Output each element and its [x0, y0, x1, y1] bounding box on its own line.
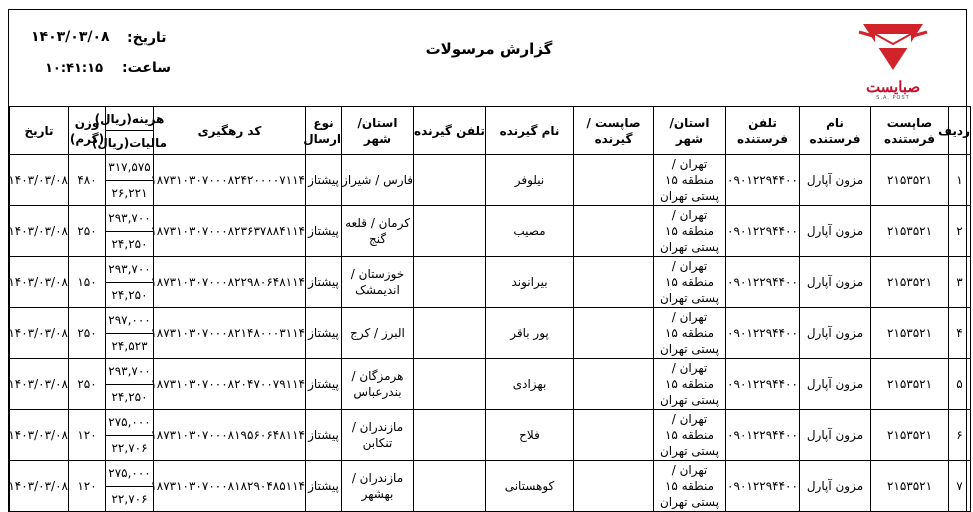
- sender-phone: ۰۹۰۱۲۲۹۴۴۰۰: [726, 461, 800, 512]
- tracking-code: ۱۸۷۳۱۰۳۰۷۰۰۰۸۲۳۶۳۷۸۸۴۱۱۴: [154, 206, 306, 257]
- date: ۱۴۰۳/۰۳/۰۸: [10, 206, 69, 257]
- row-number: ۱: [949, 155, 971, 206]
- logo-text: صبایست: [865, 78, 921, 96]
- date: ۱۴۰۳/۰۳/۰۸: [10, 461, 69, 512]
- sender-address: تهران / منطقه ۱۵ پستی تهران: [654, 359, 726, 410]
- col-cost-tax: [91, 107, 168, 155]
- receiver-name: بیرانوند: [486, 257, 574, 308]
- cost-tax-cell: [106, 359, 154, 410]
- sender-name: مزون آپارل: [800, 206, 871, 257]
- cost-value: ۲۹۳,۷۰۰: [106, 257, 153, 283]
- tax-value: ۲۴,۲۵۰: [111, 389, 148, 404]
- tracking-code: ۱۸۷۳۱۰۳۰۷۰۰۰۸۱۹۵۶۰۶۴۸۱۱۴: [154, 410, 306, 461]
- weight: ۱۲۰: [69, 410, 106, 461]
- col-receiver-province: استان/ شهر: [342, 107, 414, 155]
- cost-value: ۲۹۳,۷۰۰: [106, 206, 153, 232]
- receiver-phone: [414, 155, 486, 206]
- cost-value: ۳۱۷,۵۷۵: [106, 155, 153, 181]
- sender-name: مزون آپارل: [800, 359, 871, 410]
- col-row: ردیف: [949, 107, 971, 155]
- sender-address: تهران / منطقه ۱۵ پستی تهران: [654, 257, 726, 308]
- sender-name: مزون آپارل: [800, 257, 871, 308]
- tax-value: ۲۴,۵۲۳: [111, 338, 148, 353]
- receiver-phone: [414, 257, 486, 308]
- receiver-address: مازندران / بهشهر: [342, 461, 414, 512]
- col-tracking: کد رهگیری: [154, 107, 306, 155]
- sender-address: تهران / منطقه ۱۵ پستی تهران: [654, 410, 726, 461]
- table-row: [10, 461, 971, 512]
- tax-value: ۲۲,۷۰۶: [111, 440, 148, 455]
- row-number: ۷: [949, 461, 971, 512]
- cost-value: ۲۹۷,۰۰۰: [106, 308, 153, 334]
- date-label: تاریخ:: [127, 30, 167, 46]
- col-weight: وزن (گرم): [69, 107, 106, 155]
- send-type: پیشتاز: [306, 410, 342, 461]
- cost-tax-cell: [106, 257, 154, 308]
- receiver-name: مصیب: [486, 206, 574, 257]
- receiver-code: [574, 257, 654, 308]
- sender-code: ۲۱۵۳۵۲۱: [871, 257, 949, 308]
- sender-phone: ۰۹۰۱۲۲۹۴۴۰۰: [726, 257, 800, 308]
- receiver-code: [574, 410, 654, 461]
- table-row: [10, 410, 971, 461]
- send-type: پیشتاز: [306, 359, 342, 410]
- table-row: [10, 257, 971, 308]
- cost-tax-cell: [106, 206, 154, 257]
- weight: ۱۲۰: [69, 461, 106, 512]
- receiver-phone: [414, 359, 486, 410]
- send-type: پیشتاز: [306, 461, 342, 512]
- tracking-code: ۱۸۷۳۱۰۳۰۷۰۰۰۸۲۰۴۷۰۰۷۹۱۱۴: [154, 359, 306, 410]
- col-receiver-phone: تلفن گیرنده: [414, 107, 486, 155]
- col-sender-code: صاپست فرستنده: [871, 107, 949, 155]
- receiver-address: مازندران / تنکابن: [342, 410, 414, 461]
- col-tax: مالیات(ریال): [91, 135, 168, 150]
- date: ۱۴۰۳/۰۳/۰۸: [10, 308, 69, 359]
- sender-code: ۲۱۵۳۵۲۱: [871, 461, 949, 512]
- receiver-code: [574, 155, 654, 206]
- weight: ۴۸۰: [69, 155, 106, 206]
- date: ۱۴۰۳/۰۳/۰۸: [10, 257, 69, 308]
- logo-subtext: S.A. POST: [876, 95, 910, 101]
- weight: ۲۵۰: [69, 359, 106, 410]
- sender-address: تهران / منطقه ۱۵ پستی تهران: [654, 308, 726, 359]
- receiver-phone: [414, 461, 486, 512]
- shipments-table: [9, 106, 971, 512]
- receiver-phone: [414, 206, 486, 257]
- table-row: [10, 155, 971, 206]
- sender-address: تهران / منطقه ۱۵ پستی تهران: [654, 206, 726, 257]
- sender-name: مزون آپارل: [800, 410, 871, 461]
- col-sender-province: استان/ شهر: [654, 107, 726, 155]
- col-receiver-code: صاپست / گیرنده: [574, 107, 654, 155]
- time-value: ۱۰:۴۱:۱۵: [45, 61, 104, 76]
- date-value: ۱۴۰۳/۰۳/۰۸: [31, 29, 110, 45]
- table-row: [10, 308, 971, 359]
- receiver-code: [574, 359, 654, 410]
- sender-code: ۲۱۵۳۵۲۱: [871, 410, 949, 461]
- tax-value: ۲۴,۲۵۰: [111, 287, 148, 302]
- receiver-code: [574, 206, 654, 257]
- send-type: پیشتاز: [306, 206, 342, 257]
- report-header: [9, 10, 966, 107]
- sender-name: مزون آپارل: [800, 308, 871, 359]
- date: ۱۴۰۳/۰۳/۰۸: [10, 359, 69, 410]
- row-number: ۴: [949, 308, 971, 359]
- receiver-address: هرمزگان / بندرعباس: [342, 359, 414, 410]
- col-send-type: نوع ارسال: [306, 107, 342, 155]
- send-type: پیشتاز: [306, 257, 342, 308]
- sender-phone: ۰۹۰۱۲۲۹۴۴۰۰: [726, 410, 800, 461]
- tracking-code: ۱۸۷۳۱۰۳۰۷۰۰۰۸۲۱۴۸۰۰۰۳۱۱۴: [154, 308, 306, 359]
- receiver-code: [574, 308, 654, 359]
- sender-code: ۲۱۵۳۵۲۱: [871, 308, 949, 359]
- row-number: ۵: [949, 359, 971, 410]
- cost-tax-cell: [106, 155, 154, 206]
- tracking-code: ۱۸۷۳۱۰۳۰۷۰۰۰۸۲۲۹۸۰۶۴۸۱۱۴: [154, 257, 306, 308]
- col-cost: هزینه(ریال): [106, 107, 153, 131]
- sender-code: ۲۱۵۳۵۲۱: [871, 206, 949, 257]
- date: ۱۴۰۳/۰۳/۰۸: [10, 410, 69, 461]
- page-title: گزارش مرسولات: [425, 40, 553, 58]
- send-type: پیشتاز: [306, 155, 342, 206]
- col-sender-phone: تلفن فرستنده: [726, 107, 800, 155]
- sender-name: مزون آپارل: [800, 155, 871, 206]
- cost-value: ۲۷۵,۰۰۰: [106, 410, 153, 436]
- sender-phone: ۰۹۰۱۲۲۹۴۴۰۰: [726, 359, 800, 410]
- sender-code: ۲۱۵۳۵۲۱: [871, 155, 949, 206]
- sender-address: تهران / منطقه ۱۵ پستی تهران: [654, 461, 726, 512]
- col-date: تاریخ: [10, 107, 69, 155]
- receiver-name: بهزادی: [486, 359, 574, 410]
- cost-tax-cell: [106, 461, 154, 512]
- date: ۱۴۰۳/۰۳/۰۸: [10, 155, 69, 206]
- sender-phone: ۰۹۰۱۲۲۹۴۴۰۰: [726, 206, 800, 257]
- weight: ۲۵۰: [69, 308, 106, 359]
- receiver-name: نیلوفر: [486, 155, 574, 206]
- sender-phone: ۰۹۰۱۲۲۹۴۴۰۰: [726, 308, 800, 359]
- receiver-address: فارس / شیراز: [342, 155, 414, 206]
- receiver-address: خوزستان / اندیمشک: [342, 257, 414, 308]
- row-number: ۳: [949, 257, 971, 308]
- table-header-row: [10, 107, 971, 155]
- sender-code: ۲۱۵۳۵۲۱: [871, 359, 949, 410]
- tracking-code: ۱۸۷۳۱۰۳۰۷۰۰۰۸۱۸۲۹۰۴۸۵۱۱۴: [154, 461, 306, 512]
- receiver-phone: [414, 308, 486, 359]
- col-receiver-name: نام گیرنده: [486, 107, 574, 155]
- tax-value: ۲۴,۲۵۰: [111, 236, 148, 251]
- receiver-address: کرمان / قلعه گنج: [342, 206, 414, 257]
- sender-name: مزون آپارل: [800, 461, 871, 512]
- sender-phone: ۰۹۰۱۲۲۹۴۴۰۰: [726, 155, 800, 206]
- table-row: [10, 206, 971, 257]
- tax-value: ۲۲,۷۰۶: [111, 491, 148, 506]
- cost-value: ۲۷۵,۰۰۰: [106, 461, 153, 487]
- receiver-address: البرز / کرج: [342, 308, 414, 359]
- row-number: ۶: [949, 410, 971, 461]
- send-type: پیشتاز: [306, 308, 342, 359]
- tax-value: ۲۶,۲۲۱: [111, 185, 148, 200]
- tracking-code: ۱۸۷۳۱۰۳۰۷۰۰۰۸۲۴۲۰۰۰۰۷۱۱۴: [154, 155, 306, 206]
- weight: ۱۵۰: [69, 257, 106, 308]
- receiver-name: پور باقر: [486, 308, 574, 359]
- receiver-phone: [414, 410, 486, 461]
- report-sheet: [8, 9, 970, 512]
- receiver-name: کوهستانی: [486, 461, 574, 512]
- receiver-code: [574, 461, 654, 512]
- weight: ۲۵۰: [69, 206, 106, 257]
- col-sender-name: نام فرستنده: [800, 107, 871, 155]
- receiver-name: فلاح: [486, 410, 574, 461]
- table-row: [10, 359, 971, 410]
- row-number: ۲: [949, 206, 971, 257]
- cost-value: ۲۹۳,۷۰۰: [106, 359, 153, 385]
- sender-address: تهران / منطقه ۱۵ پستی تهران: [654, 155, 726, 206]
- time-label: ساعت:: [122, 60, 172, 76]
- cost-tax-cell: [106, 410, 154, 461]
- cost-tax-cell: [106, 308, 154, 359]
